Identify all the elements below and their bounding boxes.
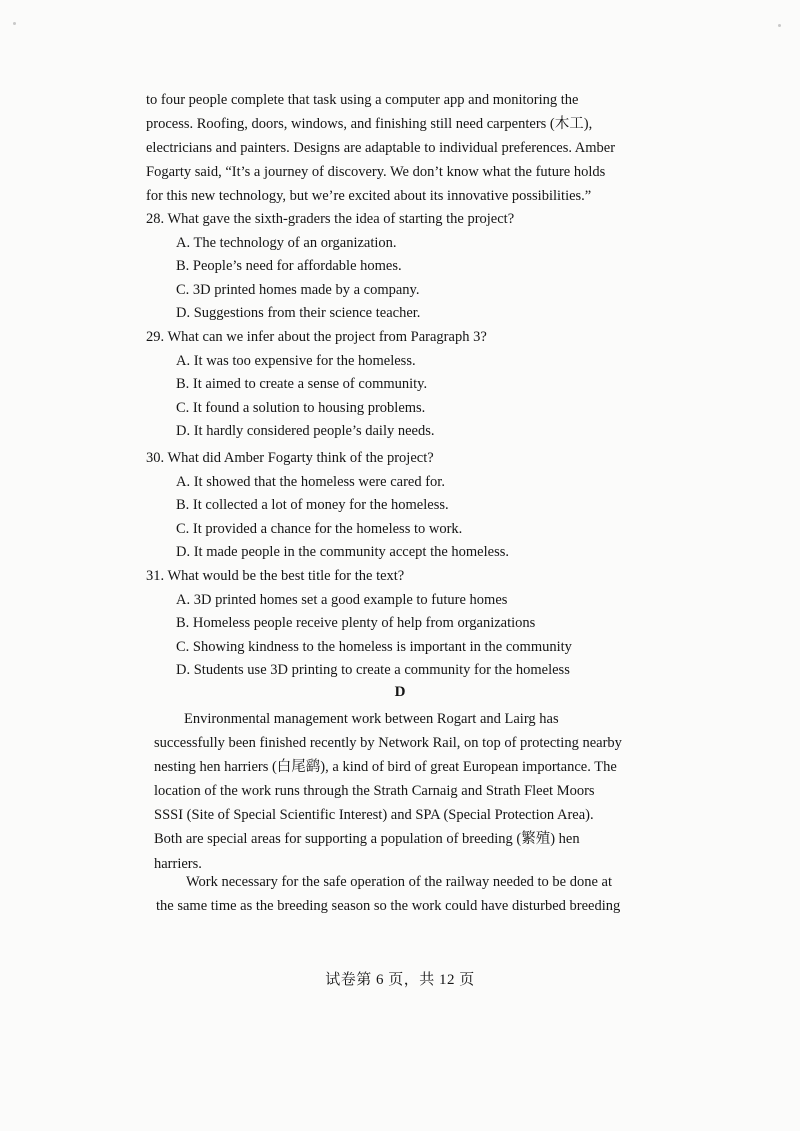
text-line: the same time as the breeding season so the work could have disturbed breeding (156, 898, 621, 915)
text-line: Environmental management work between Rogart and Lairg has (184, 711, 559, 727)
text-line: Both are special areas for supporting a population of breeding (繁殖) hen (154, 831, 580, 848)
passage-c-paragraph (146, 88, 652, 208)
answer-option-a: A. It was too expensive for the homeless. (176, 352, 416, 369)
answer-option-d: D. Suggestions from their science teacher. (176, 305, 421, 322)
answer-option-b: B. It collected a lot of money for the homeless. (176, 497, 449, 514)
text-line: Work necessary for the safe operation of the railway needed to be done at (186, 874, 613, 890)
answer-option-b: B. People’s need for affordable homes. (176, 258, 402, 275)
question-stem: 30. What did Amber Fogarty think of the project? (146, 450, 434, 466)
text-line: location of the work runs through the Strath Carnaig and Strath Fleet Moors (154, 783, 595, 800)
answer-option-a: A. 3D printed homes set a good example to future homes (176, 591, 508, 608)
answer-option-c: C. It provided a chance for the homeless to work. (176, 520, 463, 537)
text-line: electricians and painters. Designs are adaptable to individual preferences. Amber (146, 140, 616, 157)
question-stem: 29. What can we infer about the project from Paragraph 3? (146, 329, 487, 345)
question-31 (146, 565, 656, 683)
section-heading: D (394, 684, 406, 700)
text-line: process. Roofing, doors, windows, and finishing still need carpenters (木工), (146, 116, 593, 133)
passage-d-paragraph-2 (156, 870, 652, 918)
answer-option-b: B. It aimed to create a sense of community. (176, 376, 428, 393)
answer-option-a: A. The technology of an organization. (176, 234, 397, 251)
question-stem: 28. What gave the sixth-graders the idea of starting the project? (146, 211, 515, 227)
page-number-footer: 试卷第 6 页，共 12 页 (325, 972, 475, 988)
scan-speck (13, 22, 16, 25)
passage-d-paragraph-1 (154, 707, 652, 876)
question-stem: 31. What would be the best title for the text? (146, 568, 405, 584)
text-line: to four people complete that task using a computer app and monitoring the (146, 92, 579, 108)
answer-option-d: D. It made people in the community accept the homeless. (176, 544, 509, 561)
question-28 (146, 208, 656, 326)
answer-option-b: B. Homeless people receive plenty of help from organizations (176, 615, 536, 632)
text-line: for this new technology, but we’re excited about its innovative possibilities.” (146, 188, 592, 205)
answer-option-d: D. Students use 3D printing to create a community for the homeless (176, 662, 570, 679)
text-line: Fogarty said, “It’s a journey of discovery. We don’t know what the future holds (146, 164, 606, 181)
question-29 (146, 326, 656, 444)
answer-option-c: C. It found a solution to housing problems. (176, 399, 426, 416)
text-line: nesting hen harriers (白尾鹞), a kind of bird of great European importance. The (154, 759, 617, 776)
scan-speck (778, 24, 781, 27)
text-line: successfully been finished recently by Network Rail, on top of protecting nearby (154, 735, 622, 752)
text-line: SSSI (Site of Special Scientific Interest) and SPA (Special Protection Area). (154, 807, 594, 824)
answer-option-a: A. It showed that the homeless were cared for. (176, 473, 445, 490)
text-line: harriers. (154, 855, 202, 872)
answer-option-d: D. It hardly considered people’s daily needs. (176, 423, 435, 440)
answer-option-c: C. 3D printed homes made by a company. (176, 281, 420, 298)
answer-option-c: C. Showing kindness to the homeless is important in the community (176, 638, 572, 655)
question-30 (146, 447, 656, 565)
